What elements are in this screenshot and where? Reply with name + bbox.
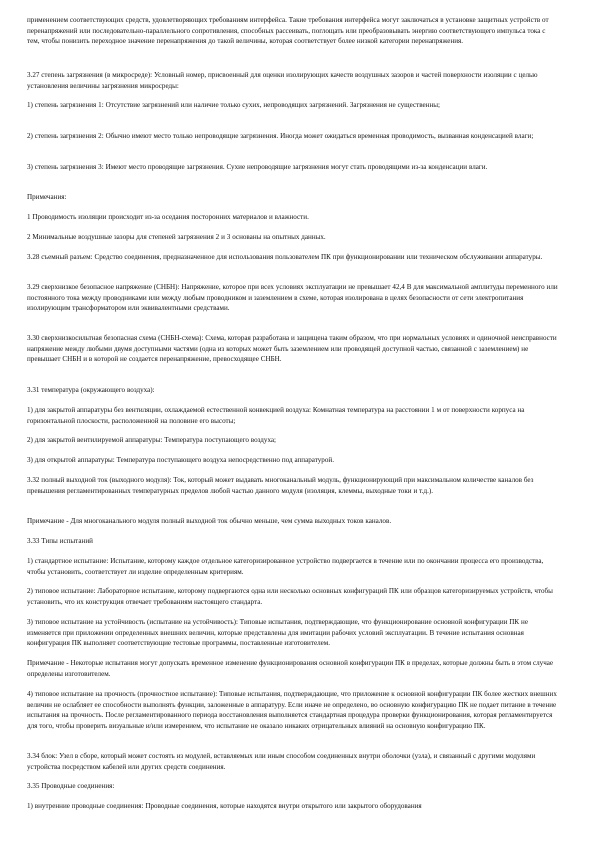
paragraph-immunity-test: 3) типовое испытание на устойчивость (испытание на устойчивость): Типовые испытания, подтверждающие, что функционирование основной конфигурации ПК не изменяется при приложении определенных внешних величин, которые представлены для имитации рабочих условий эксплуатации. В течение испытания основная конфигурация ПК выполняет соответствующие тестовые программы, поставленные изготовителем. xyxy=(27,618,528,647)
note-output-current: Примечание - Для многоканального модуля полный выходной ток обычно меньше, чем сумма выходных токов каналов. xyxy=(27,517,392,525)
paragraph-3-28: 3.28 съемный разъем: Средство соединения, предназначенное для использования пользователем ПК при функционировании или техническом обслуживании аппаратуры. xyxy=(27,253,543,261)
paragraph-temperature-1: 1) для закрытой аппаратуры без вентиляции, охлаждаемой естественной конвекцией воздуха: Комнатная температура на расстоянии 1 м от поверхности корпуса на горизонтальной плоскости, расположенной на половине его высоты; xyxy=(27,406,525,425)
paragraph-internal-wiring: 1) внутренние проводные соединения: Проводные соединения, которые находятся внутри открытого или закрытого оборудования xyxy=(27,802,422,810)
paragraph-withstand-test: 4) типовое испытание на прочность (прочностное испытание): Типовые испытания, подтверждающие, что приложение к основной конфигурации ПК более жестких внешних величин не ослабляет ее способности выполнять функции, заложенные в аппаратуру. Если иначе не определено, во основную конфигурацию ПК не подает питание в течение испытания на прочность. После регламентированного периода восстановления выполняется стандартная процедура проверки функционирования, которая регламентируется для того, чтобы проверить визуальные и/или измерением, что испытание не оказало никаких отрицательных влияний на основную конфигурацию ПК. xyxy=(27,690,557,730)
paragraph-type-test: 2) типовое испытание: Лабораторное испытание, которому подвергаются одна или несколько основных конфигураций ПК или образцов категоризируемых устройств, чтобы установить, что их конструкция отвечает требованиям настоящего стандарта. xyxy=(27,587,553,606)
paragraph-3-27: 3.27 степень загрязнения (в микросреде): Условный номер, присвоенный для оценки изолирующих качеств воздушных зазоров и частей поверхности изоляции с целью установления величины загрязнения микросреды: xyxy=(27,71,538,90)
paragraph-routine-test: 1) стандартное испытание: Испытание, которому каждое отдельное категоризированное устройство подвергается в течение или по окончании процесса его производства, чтобы установить, соответствует ли изделие определенным критериям. xyxy=(27,557,544,576)
note-1: 1 Проводимость изоляции происходит из-за оседания посторонних материалов и влажности. xyxy=(27,213,309,221)
notes-heading: Примечания: xyxy=(27,193,67,201)
paragraph-pollution-2: 2) степень загрязнения 2: Обычно имеют место только непроводящие загрязнения. Иногда может ожидаться временная проводимость, вызванная конденсацией влаги; xyxy=(27,132,534,140)
paragraph-intro: применением соответствующих средств, удовлетворяющих требованиям интерфейса. Такие требования интерфейса могут заключаться в установке защитных устройств от перенапряжений или последовательно-параллельного сопротивления, способных рассеивать, поглощать или преобразовывать энергию соответствующего импульса тока с тем, чтобы понизить переходное значение перенапряжения до такой величины, которая соответствует более низкой категории перенапряжения. xyxy=(27,16,549,45)
paragraph-3-29: 3.29 сверхнизкое безопасное напряжение (СНБН): Напряжение, которое при всех условиях эксплуатации не превышает 42,4 В для максимальной амплитуды переменного или постоянного тока между проводниками или между любым проводником и заземлением в схеме, которая изолирована в целях безопасности от сети электропитания изолирующим трансформатором или эквивалентными средствами. xyxy=(27,283,558,312)
paragraph-temperature-3: 3) для открытой аппаратуры: Температура поступающего воздуха непосредственно под аппаратурой. xyxy=(27,456,334,464)
paragraph-3-30: 3.30 сверхнизкосильтная безопасная схема (СНБН-схема): Схема, которая разработана и защищена таким образом, что при нормальных условиях и одиночной неисправности напряжение между любыми двумя доступными частями (одна из которых может быть заземлением или проводящей доступной частью, связанной с заземлением) не превышает СНБН и в которой не создается перенапряжение, превосходящее СНБН. xyxy=(27,334,557,363)
paragraph-pollution-3: 3) степень загрязнения 3: Имеют место проводящие загрязнения. Сухие непроводящие загрязнения могут стать проводящими из-за конденсации влаги. xyxy=(27,163,488,171)
note-immunity-test: Примечание - Некоторые испытания могут допускать временное изменение функционирования основной конфигурации ПК в пределах, которые должны быть в этом случае определены изготовителем. xyxy=(27,659,554,678)
paragraph-3-33: 3.33 Типы испытаний xyxy=(27,537,93,545)
note-2: 2 Минимальные воздушные зазоры для степеней загрязнения 2 и 3 основаны на опытных данных. xyxy=(27,233,326,241)
paragraph-pollution-1: 1) степень загрязнения 1: Отсутствие загрязнений или наличие только сухих, непроводящих загрязнений. Загрязнения не существенны; xyxy=(27,101,440,109)
paragraph-3-31: 3.31 температура (окружающего воздуха): xyxy=(27,386,155,394)
paragraph-3-34: 3.34 блок: Узел в сборе, который может состоять из модулей, вставляемых или иным способом соединенных внутри оболочки (узла), и связанный с другими модулями устройства посредством кабелей или других средств соединения. xyxy=(27,752,536,771)
paragraph-3-35: 3.35 Проводные соединения: xyxy=(27,782,115,790)
paragraph-3-32: 3.32 полный выходной ток (выходного модуля): Ток, который может выдавать многоканальный модуль, функционирующий при максимальном количестве каналов без превышения регламентированных температурных пределов любой частью данного модуля (изоляция, клеммы, выходные токи и т.д.). xyxy=(27,476,534,495)
paragraph-temperature-2: 2) для закрытой вентилируемой аппаратуры: Температура поступающего воздуха; xyxy=(27,436,277,444)
